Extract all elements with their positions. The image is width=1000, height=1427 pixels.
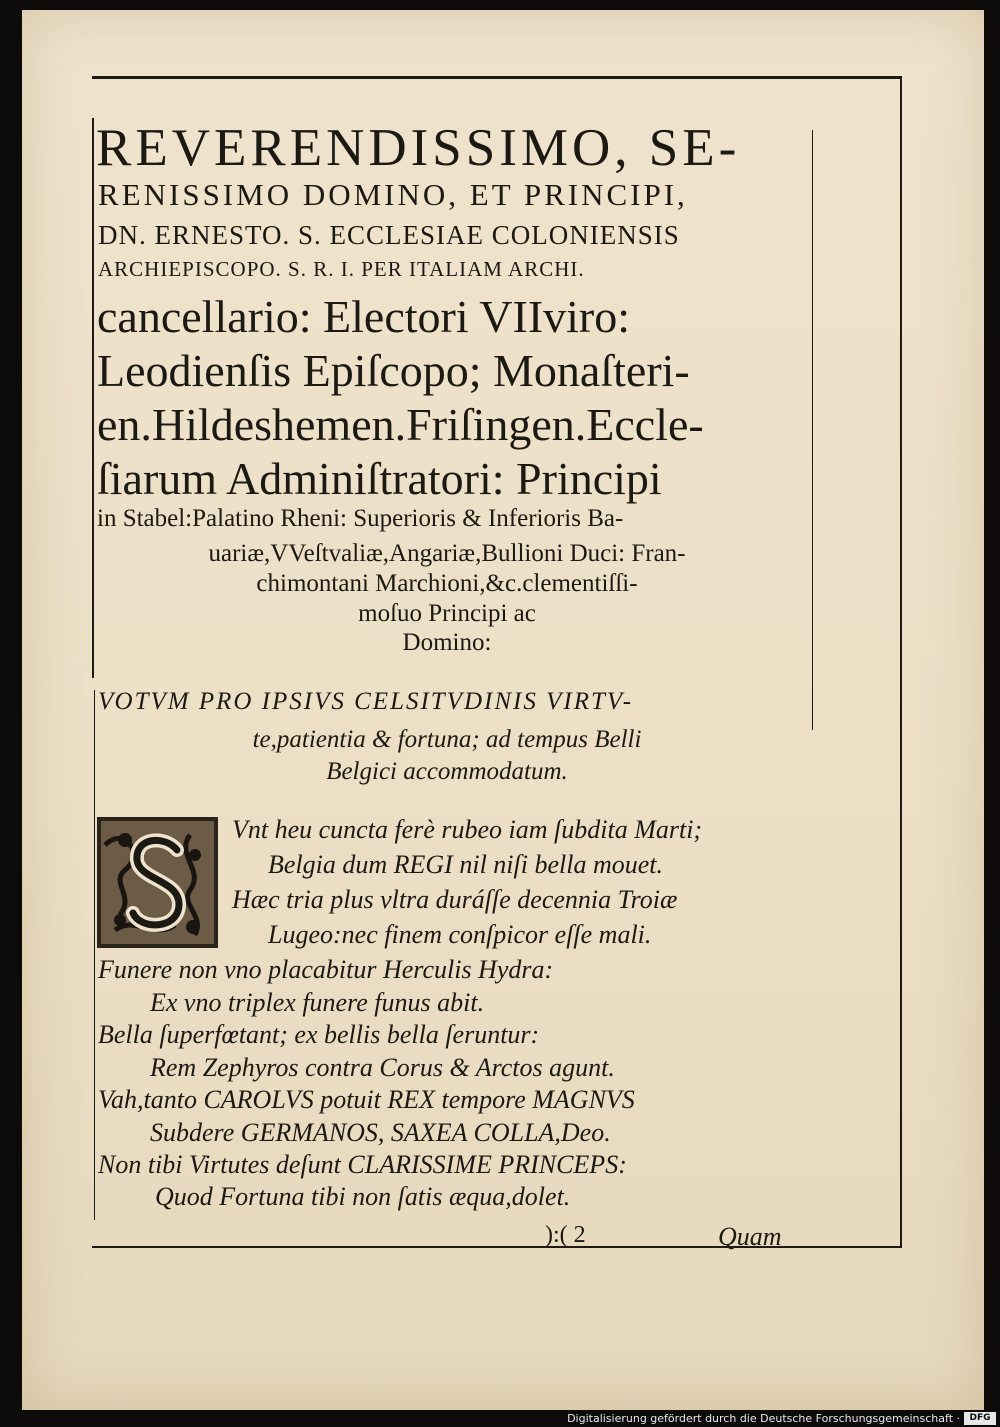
dedication-line-7: en.Hildeshemen.Friſingen.Eccle- (97, 399, 704, 450)
dedication-line-8: ſiarum Adminiſtratori: Principi (97, 453, 662, 504)
poem-line-11: Non tibi Virtutes deſunt CLARISSIME PRINCEPS: (98, 1150, 627, 1179)
poem-line-2: Belgia dum REGI nil niſi bella mouet. (268, 850, 663, 879)
poem-line-6: Ex vno triplex funere funus abit. (150, 988, 485, 1017)
votum-title-line-3: Belgici accommodatum. (326, 758, 568, 785)
dedication-line-4: ARCHIEPISCOPO. S. R. I. PER ITALIAM ARCHI. (98, 257, 585, 281)
poem-line-12: Quod Fortuna tibi non ſatis æqua,dolet. (155, 1182, 571, 1211)
dedication-line-6: Leodienſis Epiſcopo; Monaſteri- (97, 345, 690, 396)
poem-line-7: Bella ſuperfœtant; ex bellis bella ſeruntur: (98, 1020, 540, 1049)
digitization-credit: Digitalisierung gefördert durch die Deutsche Forschungsgemeinschaft · (567, 1412, 960, 1425)
dfg-logo: DFG (964, 1412, 996, 1425)
dedication-line-1: REVERENDISSIMO, SE- (96, 119, 741, 177)
dedication-line-9: in Stabel:Palatino Rheni: Superioris & Inferioris Ba- (97, 505, 624, 532)
dedication-line-12: moſuo Principi ac (358, 600, 536, 627)
dedication-line-2: RENISSIMO DOMINO, ET PRINCIPI, (98, 177, 688, 212)
poem-line-5: Funere non vno placabitur Herculis Hydra: (98, 955, 554, 984)
poem-line-9: Vah,tanto CAROLVS potuit REX tempore MAGNVS (98, 1085, 635, 1114)
dedication-line-10: uariæ,VVeſtvaliæ,Angariæ,Bullioni Duci: Fran- (208, 540, 686, 567)
votum-title-line-1: VOTVM PRO IPSIVS CELSITVDINIS VIRTV- (98, 688, 634, 715)
catchword: Quam (718, 1222, 782, 1251)
decorated-initial-s-illustration (95, 815, 220, 950)
signature-mark: ):( 2 (545, 1222, 586, 1248)
dedication-line-5: cancellario: Electori VIIviro: (97, 291, 631, 342)
dedication-line-3: DN. ERNESTO. S. ECCLESIAE COLONIENSIS (98, 220, 680, 250)
inner-right-rule (812, 130, 813, 730)
right-border-rule (900, 78, 902, 1248)
top-border-rule (92, 76, 902, 79)
poem-line-4: Lugeo:nec finem conſpicor eſſe mali. (268, 920, 652, 949)
dedication-line-11: chimontani Marchioni,&c.clementiſſi- (256, 570, 638, 597)
poem-line-1: Vnt heu cuncta ferè rubeo iam ſubdita Marti; (232, 815, 703, 844)
poem-line-10: Subdere GERMANOS, SAXEA COLLA,Deo. (150, 1118, 611, 1147)
votum-title-line-2: te,patientia & fortuna; ad tempus Belli (252, 726, 642, 753)
poem-line-8: Rem Zephyros contra Corus & Arctos agunt. (150, 1053, 615, 1082)
dedication-line-13: Domino: (402, 629, 492, 656)
poem-line-3: Hæc tria plus vltra duráſſe decennia Troiæ (232, 885, 678, 914)
